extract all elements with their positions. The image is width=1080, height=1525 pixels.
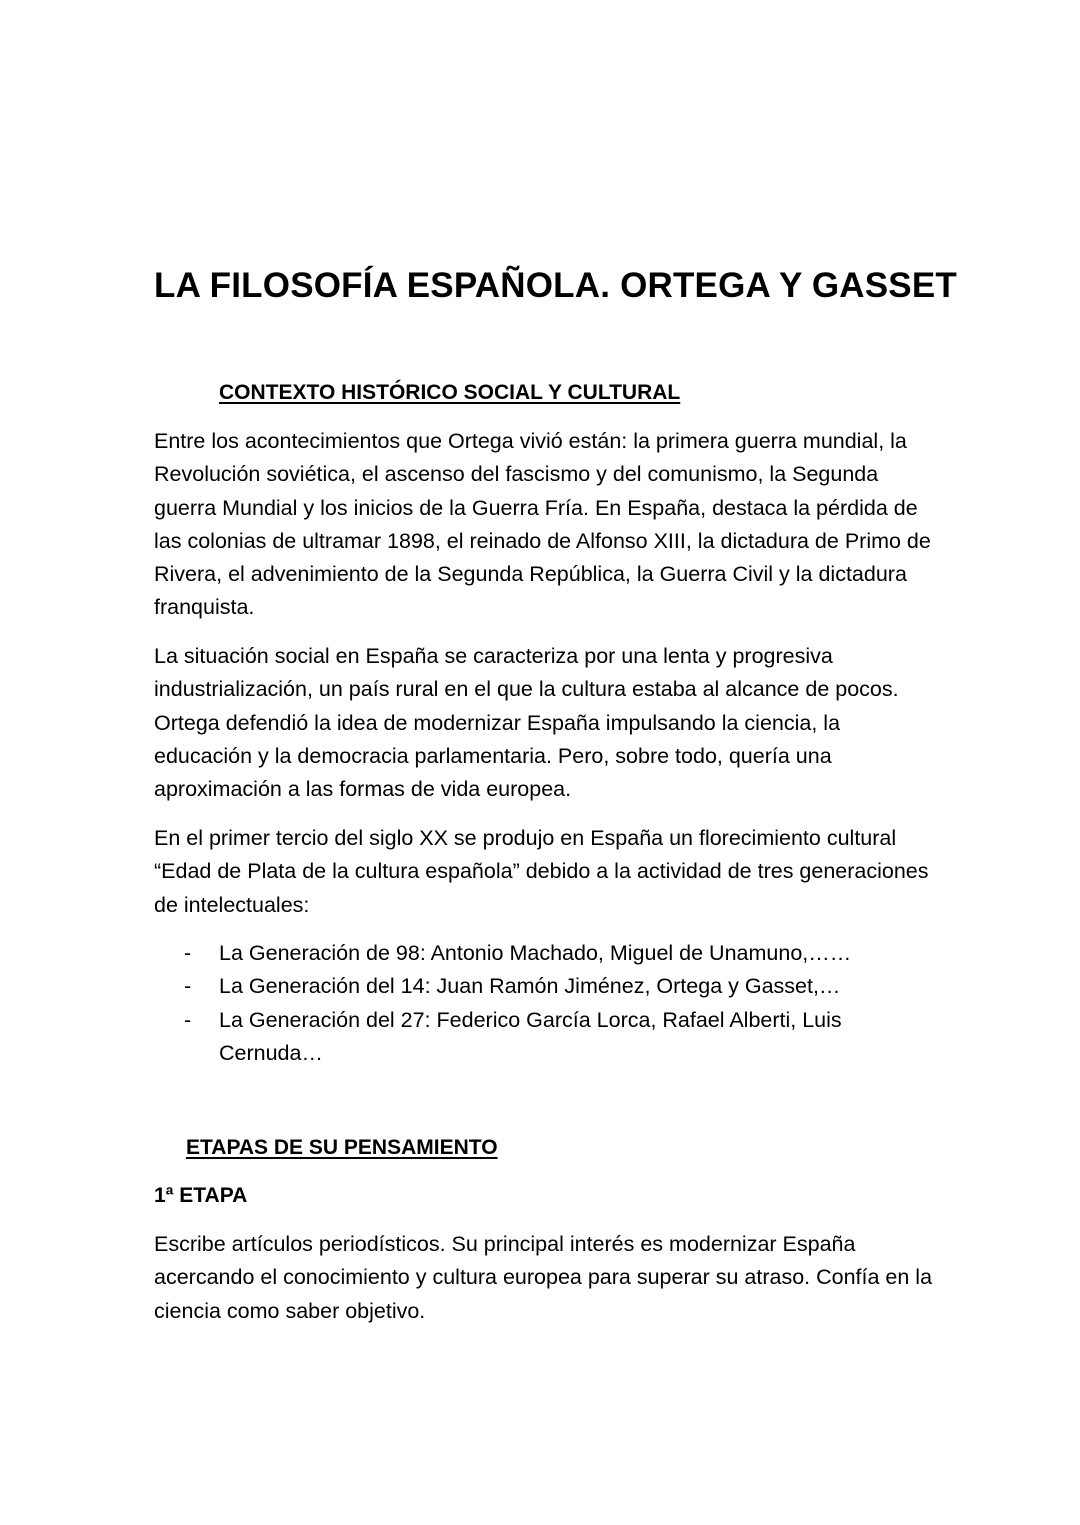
dash-bullet-icon: - — [184, 1007, 192, 1032]
subheading-primera-etapa: 1ª ETAPA — [154, 1184, 248, 1207]
paragraph-edad-de-plata: En el primer tercio del siglo XX se produjo en España un florecimiento cultural “Edad de Plata de la cultura española” debido a la actividad de tres generaciones de intelectuales: — [154, 826, 929, 917]
generaciones-list — [154, 937, 934, 1070]
dash-bullet-icon: - — [184, 974, 192, 999]
document-title: LA FILOSOFÍA ESPAÑOLA. ORTEGA Y GASSET — [154, 266, 957, 305]
list-item-text: La Generación del 14: Juan Ramón Jiménez, Ortega y Gasset,… — [219, 974, 841, 999]
list-item — [154, 970, 934, 1003]
paragraph-situacion-social: La situación social en España se caracteriza por una lenta y progresiva industrialización, un país rural en el que la cultura estaba al alcance de pocos. Ortega defendió la idea de modernizar España impulsando la ciencia, la educación y la democracia parlamentaria. Pero, sobre todo, quería una aproximación a las formas de vida europea. — [154, 644, 899, 802]
dash-bullet-icon: - — [184, 941, 192, 965]
paragraph-acontecimientos: Entre los acontecimientos que Ortega vivió están: la primera guerra mundial, la Revolución soviética, el ascenso del fascismo y del comunismo, la Segunda guerra Mundial y los inicios de la Guerra Fría. En España, destaca la pérdida de las colonias de ultramar 1898, el reinado de Alfonso XIII, la dictadura de Primo de Rivera, el advenimiento de la Segunda República, la Guerra Civil y la dictadura franquista. — [154, 429, 931, 620]
paragraph-primera-etapa: Escribe artículos periodísticos. Su principal interés es modernizar España acercando el conocimiento y cultura europea para superar su atraso. Confía en la ciencia como saber objetivo. — [154, 1232, 933, 1323]
list-item — [154, 1004, 934, 1071]
list-item-text: La Generación de 98: Antonio Machado, Miguel de Unamuno,…… — [219, 941, 852, 965]
section-heading-contexto: CONTEXTO HISTÓRICO SOCIAL Y CULTURAL — [219, 381, 681, 404]
list-item-text: La Generación del 27: Federico García Lorca, Rafael Alberti, Luis Cernuda… — [219, 1007, 842, 1065]
section-heading-etapas: ETAPAS DE SU PENSAMIENTO — [186, 1136, 498, 1159]
list-item — [154, 937, 934, 970]
